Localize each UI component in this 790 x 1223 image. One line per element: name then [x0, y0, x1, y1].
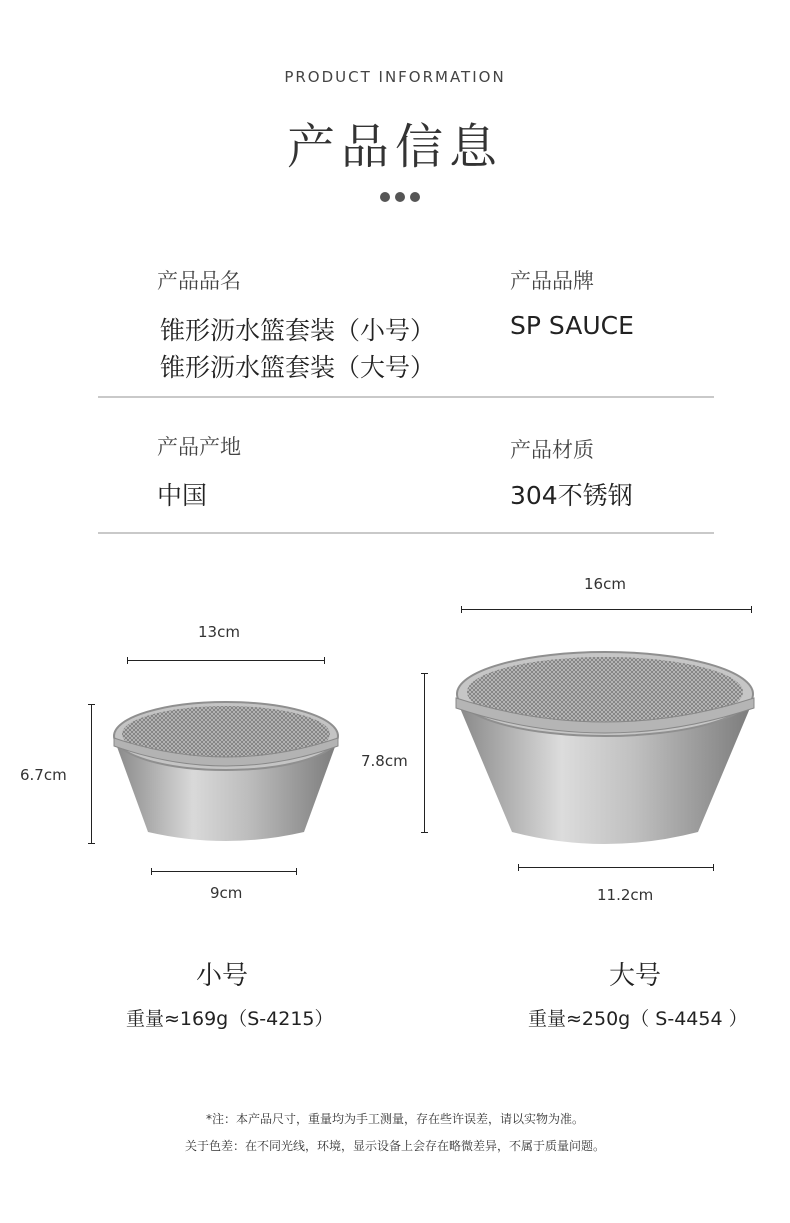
- small-bottom-width-label: 9cm: [210, 884, 243, 902]
- product-name-line-2: 锥形沥水篮套装（大号）: [160, 353, 436, 382]
- brand-label: 产品品牌: [510, 269, 594, 293]
- large-top-width-label: 16cm: [584, 575, 626, 593]
- large-height-line: [424, 673, 425, 833]
- eyebrow-text: PRODUCT INFORMATION: [284, 68, 506, 86]
- origin-value: 中国: [157, 481, 208, 510]
- product-name-label: 产品品名: [157, 269, 241, 293]
- dot: [410, 192, 420, 202]
- small-height-label: 6.7cm: [20, 766, 67, 784]
- divider: [98, 396, 714, 398]
- small-height-line: [91, 704, 92, 844]
- large-strainer-image: [452, 646, 758, 852]
- material-label: 产品材质: [510, 438, 594, 462]
- large-height-label: 7.8cm: [361, 752, 408, 770]
- small-top-width-label: 13cm: [198, 623, 240, 641]
- small-strainer-image: [108, 694, 344, 848]
- brand-value: SP SAUCE: [510, 311, 634, 340]
- material-value: 304不锈钢: [510, 481, 633, 510]
- color-difference-note: 关于色差：在不同光线，环境，显示设备上会存在略微差异，不属于质量问题。: [184, 1139, 605, 1153]
- dot: [395, 192, 405, 202]
- measurement-note: *注：本产品尺寸，重量均为手工测量，存在些许误差，请以实物为准。: [205, 1112, 584, 1126]
- decorative-dots: [380, 192, 420, 202]
- large-weight: 重量≈250g（ S-4454 ）: [528, 1008, 748, 1030]
- product-name-line-1: 锥形沥水篮套装（小号）: [160, 316, 436, 345]
- small-bottom-width-line: [151, 871, 297, 872]
- large-bottom-width-label: 11.2cm: [597, 886, 654, 904]
- large-bottom-width-line: [518, 867, 714, 868]
- large-size-name: 大号: [608, 961, 661, 991]
- origin-label: 产品产地: [157, 435, 241, 459]
- divider: [98, 532, 714, 534]
- page-title: 产品信息: [286, 119, 503, 175]
- large-top-width-line: [461, 609, 752, 610]
- small-top-width-line: [127, 660, 325, 661]
- small-weight: 重量≈169g（S-4215）: [126, 1008, 334, 1030]
- dot: [380, 192, 390, 202]
- small-size-name: 小号: [195, 961, 248, 991]
